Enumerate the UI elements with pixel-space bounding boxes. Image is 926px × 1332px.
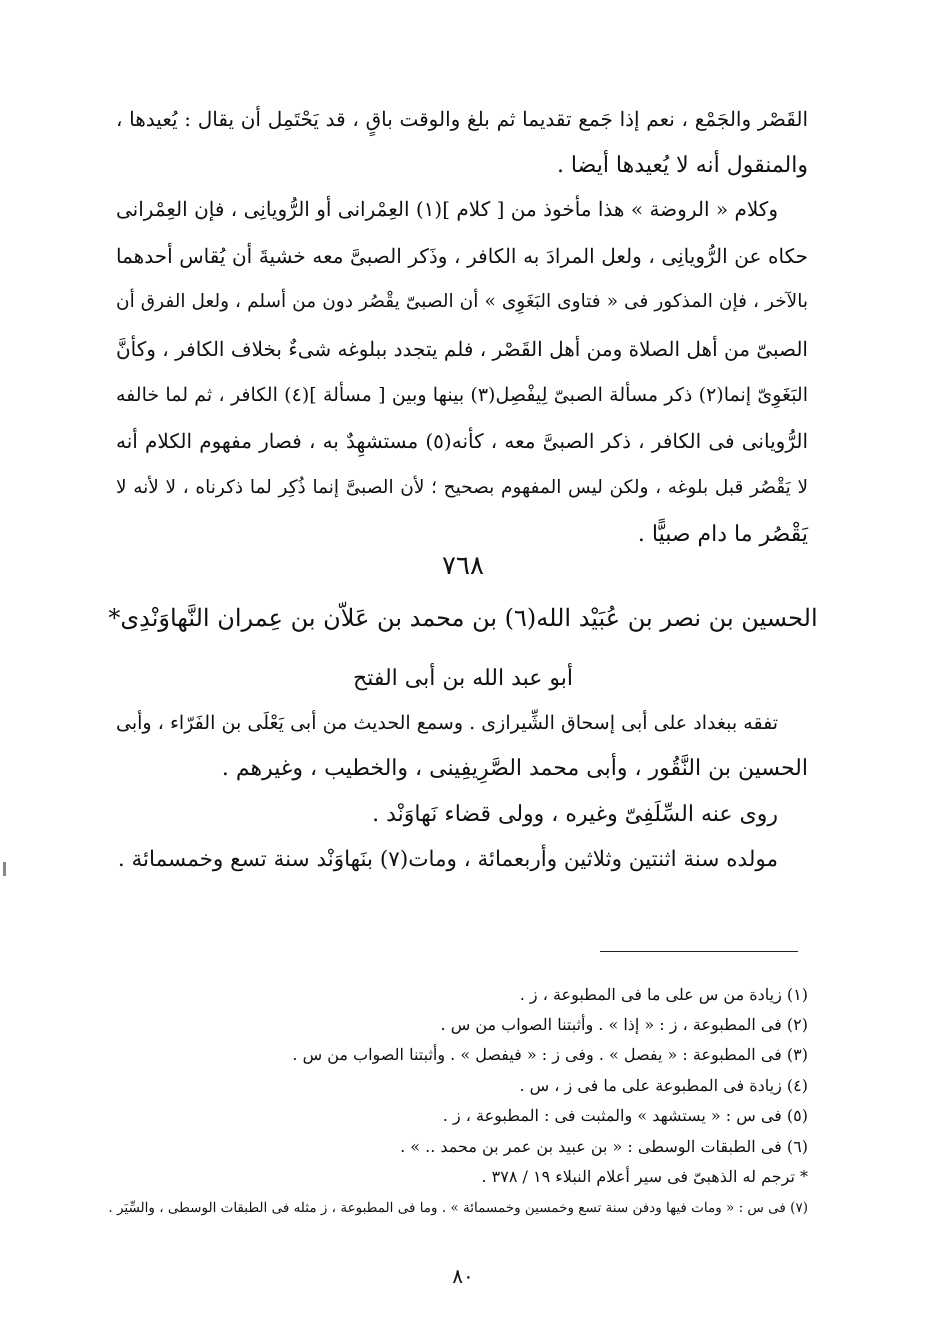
page-number: ٨٠	[452, 1264, 474, 1288]
body-line: الصبىّ من أهل الصلاة ومن أهل القَصْر ، فلم يتجدد ببلوغه شىءٌ بخلاف الكافر ، وكأنَّ	[115, 337, 808, 361]
footnote: (٥) فى س : « يستشهد » والمثبت فى : المطبوعة ، ز .	[442, 1106, 808, 1125]
entry-line: روى عنه السِّلَفِىّ وغيره ، وولى قضاء نَهاوَنْد .	[372, 802, 778, 827]
footnote: (٢) فى المطبوعة ، ز : « إذا » . وأثبتنا الصواب من س .	[440, 1015, 808, 1034]
body-line: وكلام « الروضة » هذا مأخوذ من [ كلام ](١) العِمْرانى أو الرُّويانِى ، فإن العِمْرانى	[116, 197, 778, 221]
entry-name-heading: الحسين بن نصر بن عُبَيْد الله(٦) بن محمد بن عَلاّن بن عِمران النَّهاوَنْدِى*	[108, 604, 818, 632]
entry-line: الحسين بن النَّقُور ، وأبى محمد الصَّرِيفِينى ، والخطيب ، وغيرهم .	[221, 756, 808, 781]
body-line: بالآخر ، فإن المذكور فى « فتاوى البَغَوِى » أن الصبىّ يقْصُر دون من أسلم ، ولعل الفرق أن	[116, 291, 808, 312]
body-line: لا يَقْصُر قبل بلوغه ، ولكن ليس المفهوم بصحيح ؛ لأن الصبىَّ إنما ذُكِر لما ذكرناه ، لا لأنه لا	[116, 477, 808, 498]
body-line: الرُّويانى فى الكافر ، ذكر الصبىَّ معه ، كأنه(٥) مستشهِدٌ به ، فصار مفهوم الكلام أنه	[116, 429, 808, 453]
body-line: حكاه عن الرُّويانِى ، ولعل المرادَ به الكافر ، وذَكر الصبىَّ معه خشيةَ أن يُقاس أحدهما	[116, 244, 808, 268]
entry-line: مولده سنة اثنتين وثلاثين وأربعمائة ، ومات(٧) بنَهاوَنْد سنة تسع وخمسمائة .	[117, 847, 778, 872]
entry-line: تفقه ببغداد على أبى إسحاق الشِّيرازى . وسمع الحديث من أبى يَعْلَى بن الفَرّاء ، وأبى	[116, 712, 778, 734]
body-line: البَغَوِىّ إنما(٢) ذكر مسألة الصبىّ لِيفْصِل(٣) بينها وبين [ مسألة ](٤) الكافر ، ثم لما خالفه	[116, 384, 809, 406]
body-line: والمنقول أنه لا يُعيدها أيضا .	[556, 153, 808, 178]
body-line: يَقْصُر ما دام صبيًّا .	[637, 522, 808, 547]
entry-number: ٧٦٨	[442, 551, 484, 581]
body-line: القَصْر والجَمْع ، نعم إذا جَمع تقديما ثم بلغ والوقت باقٍ ، قد يَحْتَمِل أن يقال : يُعيدها ،	[116, 107, 808, 131]
footnote: (٧) فى س : « ومات فيها ودفن سنة تسع وخمسين وخمسمائة » . وما فى المطبوعة ، ز مثله فى الطبقات الوسطى ، والسِّيَر .	[108, 1200, 808, 1216]
footnote: (١) زيادة من س على ما فى المطبوعة ، ز .	[519, 985, 808, 1004]
scan-edge-mark	[3, 862, 6, 876]
footnote: (٤) زيادة فى المطبوعة على ما فى ز ، س .	[519, 1076, 808, 1095]
footnote: * ترجم له الذهبىّ فى سير أعلام النبلاء ١٩ / ٣٧٨ .	[481, 1167, 808, 1186]
entry-kunya: أبو عبد الله بن أبى الفتح	[353, 666, 573, 691]
footnote-separator	[600, 951, 798, 952]
footnote: (٦) فى الطبقات الوسطى : « بن عبيد بن عمر بن محمد .. » .	[400, 1137, 808, 1156]
footnote: (٣) فى المطبوعة : « يفصل » . وفى ز : « فيفصل » . وأثبتنا الصواب من س .	[292, 1045, 808, 1064]
